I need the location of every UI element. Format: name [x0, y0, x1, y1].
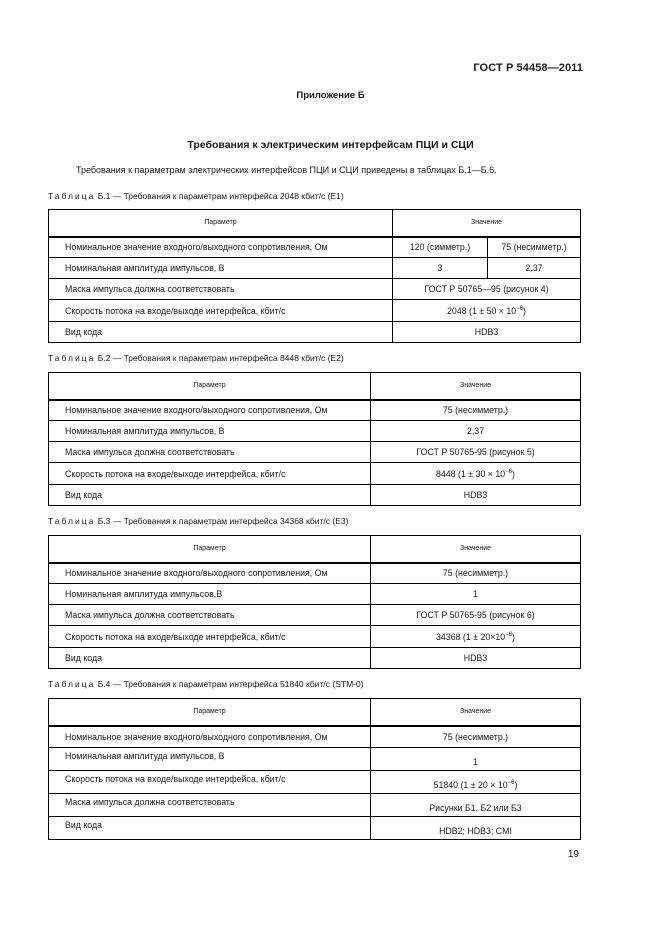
- table-header-row: [49, 699, 581, 726]
- param-cell: Скорость потока на входе/выходе интерфейса, кбит/с: [49, 626, 371, 648]
- caption-word: Таблица: [48, 191, 96, 201]
- value-cell: 75 (несимметр.): [488, 237, 581, 258]
- value-cell: 75 (несимметр.): [371, 563, 581, 584]
- table-b2: [48, 372, 581, 506]
- table-row: [49, 258, 581, 279]
- param-cell: Маска импульса должна соответствовать: [49, 794, 371, 817]
- param-cell: Номинальное значение входного/выходного сопротивления, Ом: [49, 400, 371, 421]
- header-param: Параметр: [49, 373, 371, 400]
- value-cell: 51840 $(1 \pm 20 \times 10^{-6})$: [371, 771, 581, 794]
- header-param: Параметр: [49, 536, 371, 563]
- header-value: Значение: [371, 536, 581, 563]
- caption-text: Б.1 — Требования к параметрам интерфейса 2048 кбит/с (Е1): [95, 191, 344, 201]
- param-cell: Вид кода: [49, 485, 371, 506]
- value-cell: Рисунки Б1, Б2 или Б3: [371, 794, 581, 817]
- standard-number: ГОСТ Р 54458—2011: [473, 62, 583, 74]
- param-cell: Маска импульса должна соответствовать: [49, 605, 371, 626]
- appendix-title: Приложение Б: [296, 90, 365, 101]
- table-row: [49, 322, 581, 343]
- value-cell: 34368 $(1 \pm 20\times 10^{-6})$: [371, 626, 581, 648]
- header-param: Параметр: [49, 699, 371, 726]
- table-row: [49, 563, 581, 584]
- table-b1: [48, 209, 581, 343]
- param-cell: Вид кода: [49, 648, 371, 669]
- table-row: [49, 794, 581, 817]
- table-header-row: [49, 373, 581, 400]
- value-cell: 3: [393, 258, 488, 279]
- value-cell: 75 (несимметр.): [371, 400, 581, 421]
- param-cell: Номинальная амплитуда импульсов,В: [49, 584, 371, 605]
- param-cell: Скорость потока на входе/выходе интерфейса, кбит/с: [49, 463, 371, 485]
- table-row: [49, 442, 581, 463]
- table-row: [49, 421, 581, 442]
- table-row: [49, 605, 581, 626]
- param-cell: Скорость потока на входе/выходе интерфейса, кбит/с: [49, 771, 371, 794]
- value-cell: ГОСТ Р 50765-95 (рисунок 5): [371, 442, 581, 463]
- caption-word: Таблица: [48, 353, 96, 363]
- param-cell: Номинальное значение входного/выходного сопротивления, Ом: [49, 237, 393, 258]
- table-row: [49, 300, 581, 322]
- table-header-row: [49, 210, 581, 237]
- table-header-row: [49, 536, 581, 563]
- param-cell: Маска импульса должна соответствовать: [49, 442, 371, 463]
- table-row: [49, 817, 581, 840]
- value-cell: HDB3: [371, 485, 581, 506]
- value-cell: 2048 $(1 \pm 50 \times 10^{-6})$: [393, 300, 581, 322]
- table-row: [49, 400, 581, 421]
- value-cell: 120 (симметр.): [393, 237, 488, 258]
- param-cell: Номинальная амплитуда импульсов, В: [49, 421, 371, 442]
- table-b3: [48, 535, 581, 669]
- param-cell: Вид кода: [49, 322, 393, 343]
- param-cell: Номинальная амплитуда импульсов, В: [49, 748, 371, 771]
- page-number: 19: [567, 849, 579, 860]
- value-cell: 8448 $(1 \pm 30 \times 10^{-6})$: [371, 463, 581, 485]
- value-cell: HDB3: [393, 322, 581, 343]
- caption-word: Таблица: [48, 516, 96, 526]
- caption-text: Б.4 — Требования к параметрам интерфейса 51840 кбит/с (STM-0): [95, 679, 364, 689]
- table-row: [49, 584, 581, 605]
- value-cell: ГОСТ Р 50765—95 (рисунок 4): [393, 279, 581, 300]
- header-param: Параметр: [49, 210, 393, 237]
- value-cell: HDB2; HDB3; CMI: [371, 817, 581, 840]
- param-cell: Вид кода: [49, 817, 371, 840]
- value-cell: 1: [371, 748, 581, 771]
- table-caption: [48, 516, 348, 526]
- table-caption: [48, 353, 344, 363]
- table-row: [49, 463, 581, 485]
- value-cell: ГОСТ Р 50765-95 (рисунок 6): [371, 605, 581, 626]
- value-cell: 1: [371, 584, 581, 605]
- param-cell: Маска импульса должна соответствовать: [49, 279, 393, 300]
- param-cell: Номинальная амплитуда импульсов, В: [49, 258, 393, 279]
- table-row: [49, 279, 581, 300]
- caption-text: Б.3 — Требования к параметрам интерфейса 34368 кбит/с (Е3): [95, 516, 349, 526]
- table-row: [49, 771, 581, 794]
- section-heading: Требования к электрическим интерфейсам ПЦИ и СЦИ: [187, 139, 474, 151]
- value-cell: 2,37: [371, 421, 581, 442]
- param-cell: Номинальное значение входного/выходного сопротивления, Ом: [49, 563, 371, 584]
- header-value: Значение: [393, 210, 581, 237]
- table-caption: [48, 679, 364, 689]
- value-cell: HDB3: [371, 648, 581, 669]
- header-value: Значение: [371, 699, 581, 726]
- header-value: Значение: [371, 373, 581, 400]
- table-row: [49, 626, 581, 648]
- intro-text: Требования к параметрам электрических интерфейсов ПЦИ и СЦИ приведены в таблицах Б.1—Б.6.: [76, 165, 497, 175]
- table-row: [49, 485, 581, 506]
- table-caption: [48, 191, 344, 201]
- value-cell: 75 (несимметр.): [371, 726, 581, 748]
- table-row: [49, 648, 581, 669]
- table-row: [49, 237, 581, 258]
- table-row: [49, 726, 581, 748]
- param-cell: Скорость потока на входе/выходе интерфейса, кбит/с: [49, 300, 393, 322]
- table-row: [49, 748, 581, 771]
- value-cell: 2,37: [488, 258, 581, 279]
- param-cell: Номинальное значение входного/выходного сопротивления, Ом: [49, 726, 371, 748]
- caption-text: Б.2 — Требования к параметрам интерфейса 8448 кбит/с (Е2): [95, 353, 344, 363]
- caption-word: Таблица: [48, 679, 96, 689]
- table-b4: [48, 698, 581, 840]
